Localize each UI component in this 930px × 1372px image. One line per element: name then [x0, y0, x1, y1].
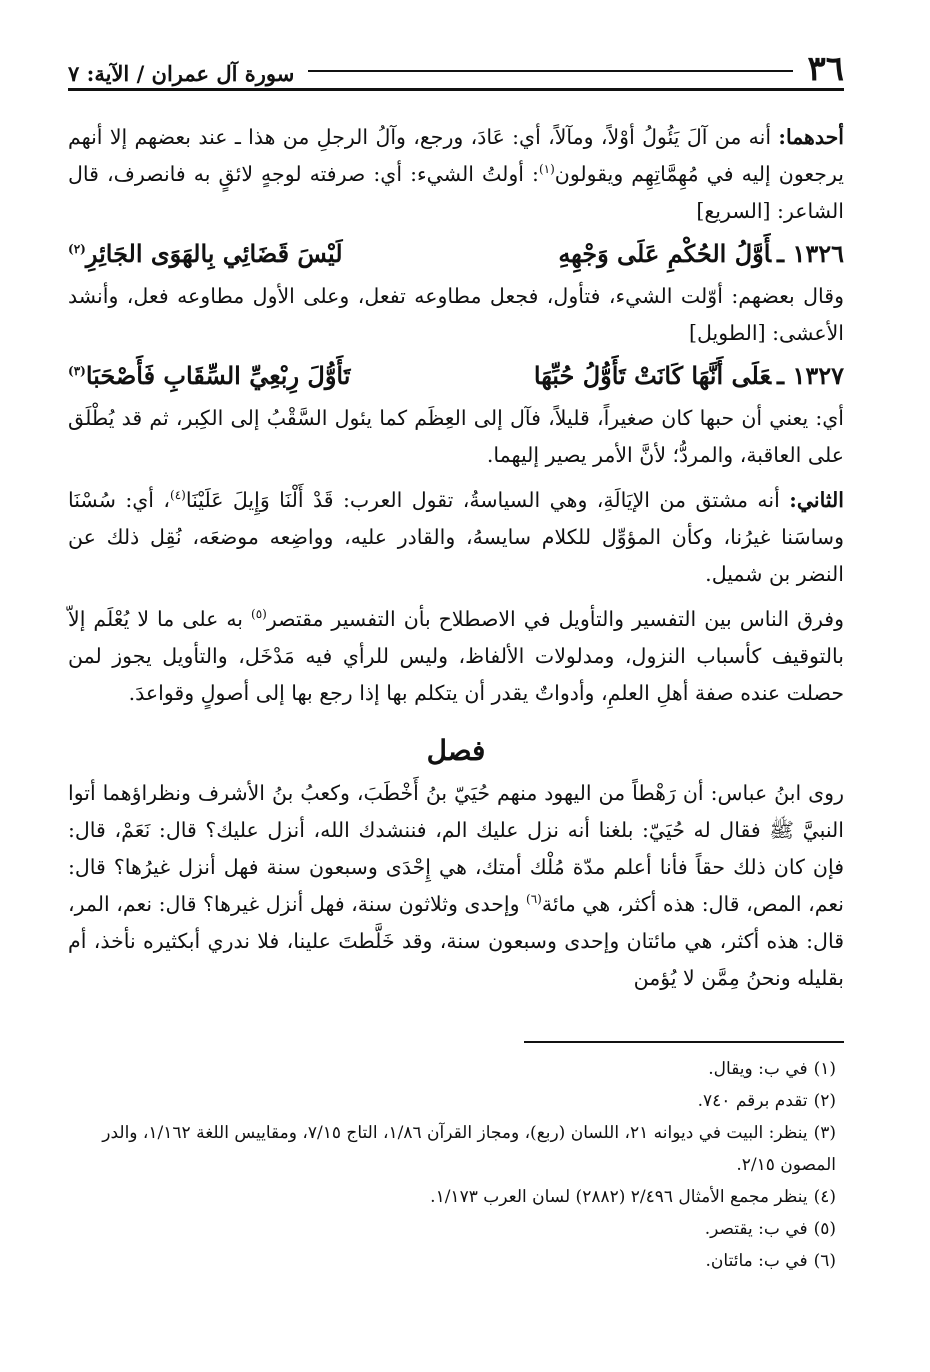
poetry-verse-1327	[68, 352, 844, 400]
footnote	[68, 1181, 844, 1213]
footnote-ref: (٣)	[68, 364, 86, 378]
paragraph-text: روى ابنُ عباس: أن رَهْطاً من اليهود منهم حُيَيّ بنُ أَخْطَبَ، وكعبُ بنُ الأشرف ونظراؤهما أتوا النبيَّ ﷺ فقال له حُيَيّ: بلغنا أنه نزل عليك الم، فننشدك الله، أنزل عليك؟ قال: نَعَمْ، قال: فإن كان ذلك حقاً فأنا أعلم مدّة مُلْك أمتك، هي إِحْدَى وسبعون سنة فهل أنزل غيرُها؟ قال: نعم، المص، قال: هذه أكثر، هي مائة	[68, 781, 844, 916]
verse-text: عَلَى أَنَّهَا كَانَتْ تَأَوُّلُ حُبِّهَا	[533, 361, 772, 390]
verse-second-hemistich	[68, 230, 343, 278]
footnote-text: في ب: مائتان.	[705, 1251, 808, 1271]
lead-word: الثاني:	[789, 488, 844, 512]
paragraph-text: أنه من آلَ يَئُولُ أوْلاً، ومآلاً، أي: عَادَ، ورجع، وآلُ الرجلِ من هذا ـ عند بعضهم إلا أنهم يرجعون إليه في مُهِمَّاتِهِم ويقولون	[68, 125, 845, 186]
footnote-ref: (٥)	[251, 607, 267, 622]
paragraph-second-meaning	[68, 482, 844, 593]
footnote-ref: (٦)	[526, 892, 542, 907]
paragraph-tafsir-vs-tawil	[68, 601, 844, 712]
footnotes	[68, 1053, 844, 1277]
paragraph-first-meaning	[68, 119, 844, 230]
poetry-verse-1326	[68, 230, 844, 278]
verse-text: تَأَوُّلَ رِبْعِيِّ السِّقَابِ فَأَصْحَبَا	[85, 361, 351, 390]
footnote-separator	[524, 1041, 844, 1043]
footnote	[68, 1053, 844, 1085]
verse-number: ١٣٢٧ ـ	[777, 361, 844, 390]
footnote-number: (٢)	[813, 1091, 836, 1111]
footnote	[68, 1085, 844, 1117]
footnote-ref: (١)	[538, 162, 555, 177]
header-rule	[308, 70, 793, 72]
page-number: ٣٦	[807, 49, 844, 89]
paragraph-tawil-form: وقال بعضهم: أوّلت الشيء، فتأول، فجعل مطاوعه تفعل، وعلى الأول مطاوعه فعل، وأنشد الأعشى: [الطويل]	[68, 284, 844, 345]
page-header	[68, 38, 844, 91]
paragraph-text: ، أي: سُسْنَا وساسَنا غيرُنا، وكأن المؤوِّل للكلام سايسهُ، والقادر عليه، وواضِعه موضعَه، نُقِل ذلك عن النضر بن شميل.	[68, 488, 844, 586]
verse-second-hemistich	[68, 352, 350, 400]
paragraph-text: : أولتُ الشيء: أي: صرفته لوجهٍ لائقٍ به فانصرف، قال الشاعر: [السريع]	[68, 162, 844, 223]
footnote-text: ينظر مجمع الأمثال ٢/٤٩٦ (٢٨٨٢) لسان العرب ١/١٧٣.	[430, 1187, 808, 1207]
footnote-ref: (٤)	[170, 488, 186, 503]
verse-text: أَوَّلُ الحُكْمِ عَلَى وَجْهِهِ	[558, 239, 772, 268]
lead-word: أحدهما:	[778, 125, 844, 149]
footnote-number: (٦)	[813, 1251, 836, 1271]
paragraph-text: أنه مشتق من الإيَالَةِ، وهي السياسةُ، تقول العرب: قَدْ أَلْنَا وَإِيلَ عَلَيْنَا	[185, 488, 780, 512]
footnote-text: في ب: يقتصر.	[704, 1219, 808, 1239]
footnote-number: (١)	[813, 1059, 836, 1079]
footnote-number: (٥)	[813, 1219, 836, 1239]
footnote	[68, 1213, 844, 1245]
verse-first-hemistich	[558, 230, 844, 278]
paragraph-text: وإحدى وثلاثون سنة، فهل أنزل غيرها؟ قال: نعم، المر، قال: هذه أكثر، هي مائتان وإحدى وسبعون سنة، وقد خَلَّطتَ علينا، فلا ندري أبكثيره نأخذ، أم بقليله ونحنُ مِمَّن لا يُؤمن	[68, 892, 844, 990]
surah-title: سورة آل عمران / الآية: ٧	[68, 61, 295, 86]
paragraph-verse-explanation: أي: يعني أن حبها كان صغيراً، قليلاً، فآل إلى العِظَم كما يئول السَّقْبُ إلى الكِبر، ثم قد يُطْلَق على العاقبة، والمردُّ؛ لأنَّ الأمر يصير إليهما.	[68, 406, 844, 467]
footnote	[68, 1245, 844, 1277]
footnote	[68, 1117, 844, 1181]
footnote-text: ينظر: البيت في ديوانه ٢١، اللسان (ربع)، ومجاز القرآن ١/٨٦، التاج ٧/١٥، ومقاييس اللغة ١/١٦٢، والدر المصون ٢/١٥.	[102, 1123, 836, 1175]
verse-first-hemistich	[534, 352, 844, 400]
paragraph-text: به على ما لا يُعْلَم إلاّ بالتوقيف كأسباب النزول، ومدلولات الألفاظ، وليس للرأي فيه مَدْخَل، والتأويل يجوز لمن حصلت عنده صفة أهلِ العلمِ، وأدواتٌ يقدر أن يتكلم بها إذا رجع بها إلى أصولٍ وقواعدَ.	[68, 607, 844, 705]
book-page	[68, 38, 844, 1277]
footnote-number: (٤)	[813, 1187, 836, 1207]
paragraph-ibn-abbas	[68, 775, 844, 997]
footnote-ref: (٢)	[68, 242, 86, 256]
paragraph-text: وفرق الناس بين التفسير والتأويل في الاصطلاح بأن التفسير مقتصر	[266, 607, 844, 631]
footnote-number: (٣)	[813, 1123, 836, 1143]
footnote-text: تقدم برقم ٧٤٠.	[697, 1091, 808, 1111]
verse-number: ١٣٢٦ ـ	[777, 239, 844, 268]
footnote-text: في ب: ويقال.	[708, 1059, 808, 1079]
section-heading: فصل	[426, 734, 486, 767]
verse-text: لَيْسَ قَضَائِي بِالهَوَى الجَائِرِ	[85, 239, 343, 268]
